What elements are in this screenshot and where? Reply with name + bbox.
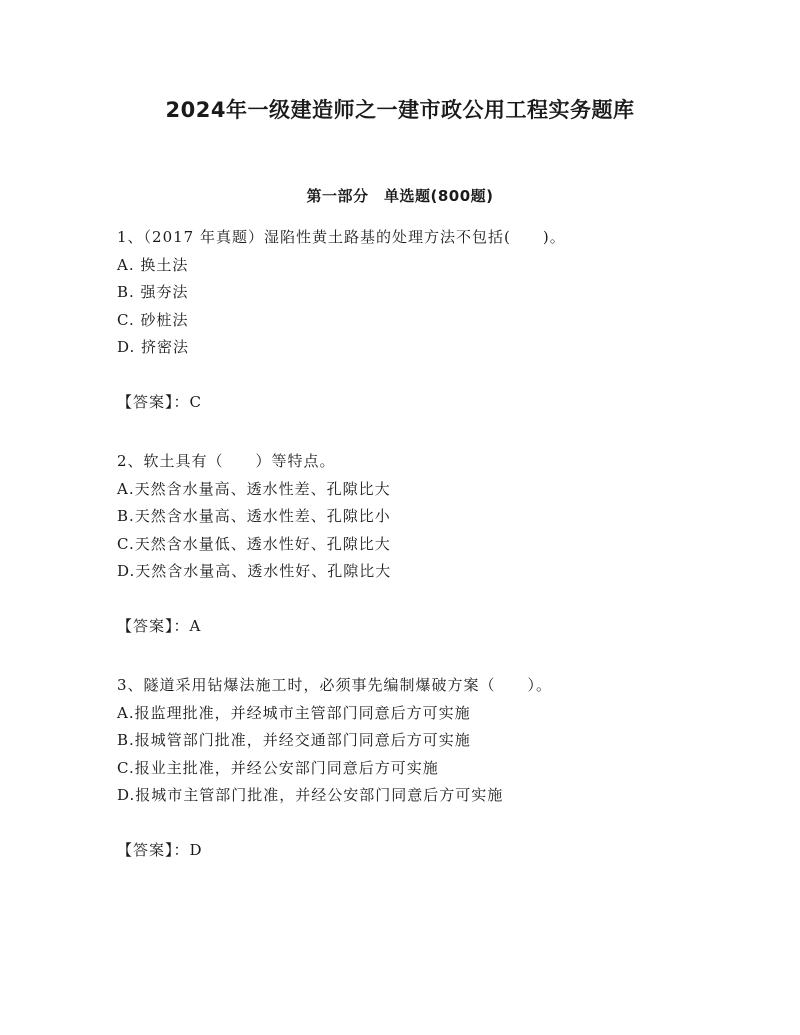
- question-list: [117, 224, 717, 896]
- answer-label: 【答案】：: [117, 616, 190, 635]
- answer-line: [117, 837, 717, 865]
- answer-line: [117, 389, 717, 417]
- option-c: C. 砂桩法: [117, 310, 189, 329]
- option-b: B. 强夯法: [117, 283, 189, 301]
- option-d: D.天然含水量高、透水性好、孔隙比大: [117, 562, 392, 580]
- option-c: C.报业主批准，并经公安部门同意后方可实施: [117, 758, 439, 777]
- option-d: D.报城市主管部门批准，并经公安部门同意后方可实施: [117, 786, 504, 804]
- question-stem: 3、隧道采用钻爆法施工时，必须事先编制爆破方案（ ）。: [117, 676, 553, 694]
- answer-label: 【答案】：: [117, 392, 190, 411]
- question-2: [117, 448, 717, 640]
- answer-value: D: [189, 840, 203, 859]
- section-title: 第一部分 单选题(800题): [306, 187, 494, 205]
- option-c: C.天然含水量低、透水性好、孔隙比大: [117, 534, 391, 553]
- option-a: A.报监理批准，并经城市主管部门同意后方可实施: [117, 703, 471, 722]
- option-a: A.天然含水量高、透水性差、孔隙比大: [117, 479, 391, 498]
- question-1: [117, 224, 717, 416]
- answer-value: A: [189, 616, 202, 635]
- answer-line: [117, 613, 717, 641]
- option-a: A. 换土法: [117, 255, 189, 274]
- option-d: D. 挤密法: [117, 338, 190, 356]
- question-stem: 2、软土具有（ ）等特点。: [117, 452, 336, 470]
- question-3: [117, 672, 717, 864]
- answer-label: 【答案】：: [117, 840, 190, 859]
- option-b: B.天然含水量高、透水性差、孔隙比小: [117, 507, 391, 525]
- page-title: 2024年一级建造师之一建市政公用工程实务题库: [165, 98, 635, 122]
- question-stem: 1、（2017 年真题）湿陷性黄土路基的处理方法不包括( )。: [117, 228, 566, 246]
- answer-value: C: [189, 392, 202, 411]
- option-b: B.报城管部门批准，并经交通部门同意后方可实施: [117, 731, 471, 749]
